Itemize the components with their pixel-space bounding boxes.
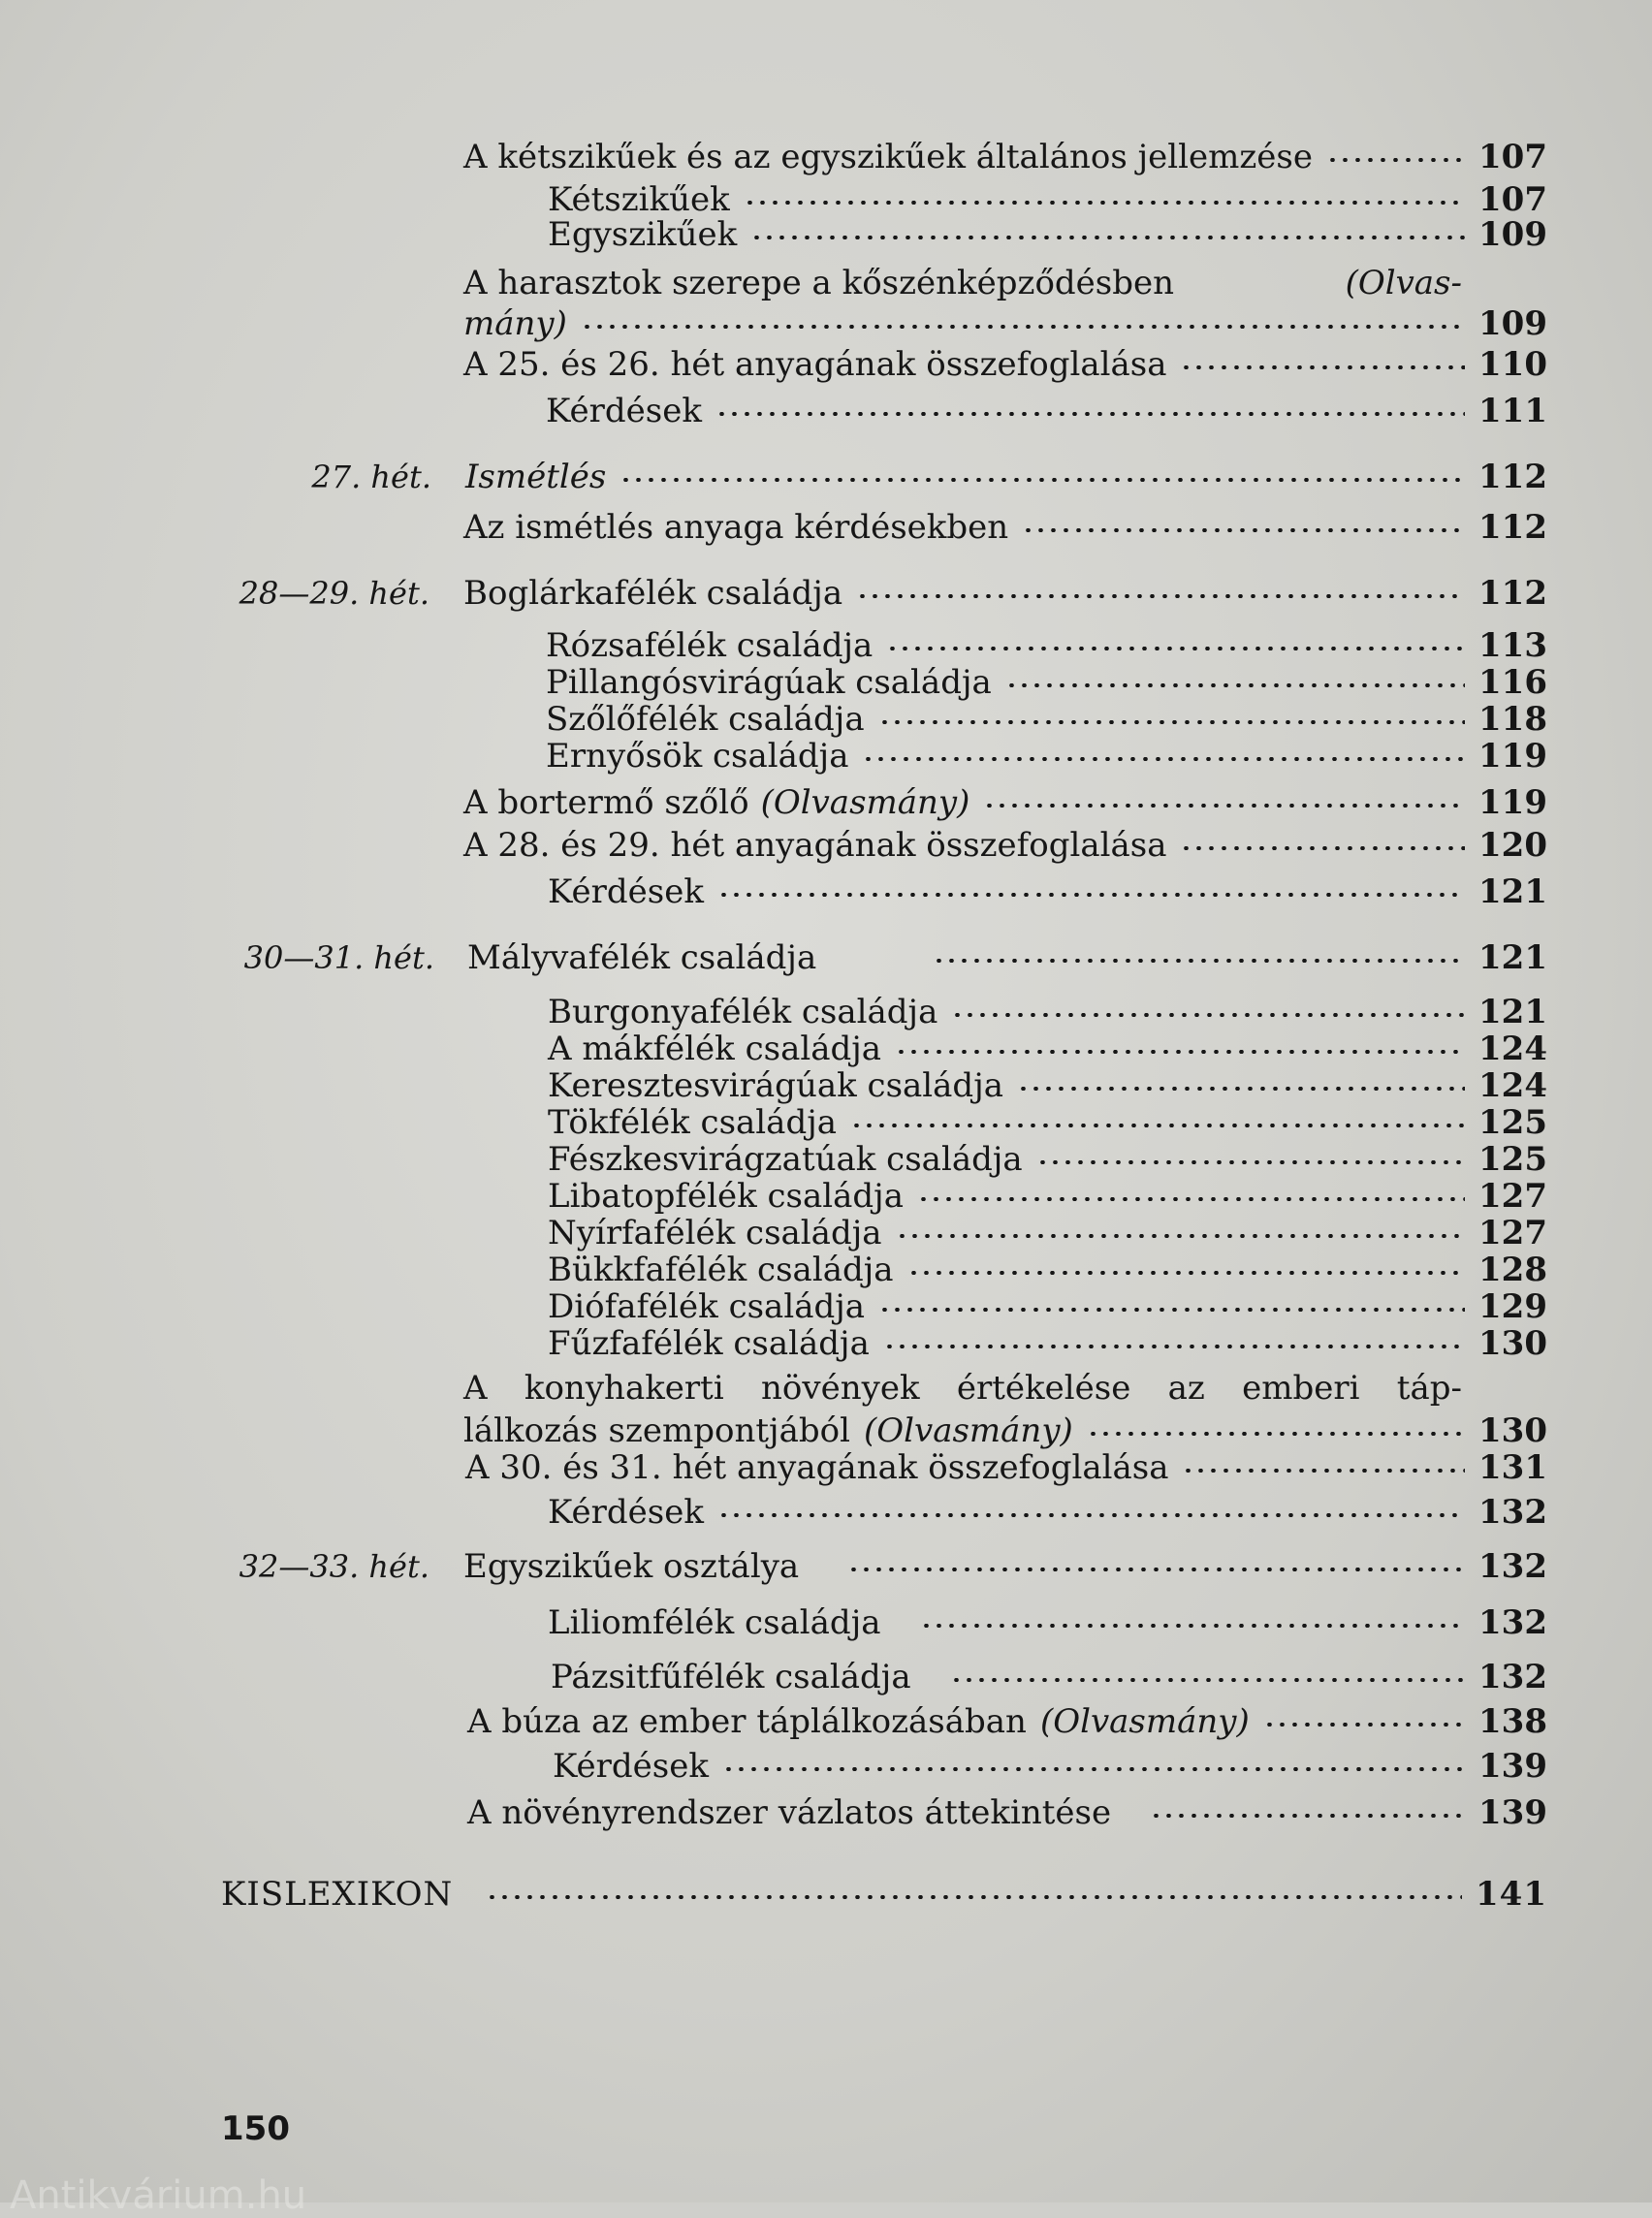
entry-page: 111 [1478,392,1547,430]
entry-title: lálkozás szempontjából [463,1411,850,1450]
toc-entry [0,936,1652,979]
dot-leader [581,325,1465,329]
entry-title: Bükkfafélék családja [548,1251,894,1289]
entry-title: Ismétlés [465,458,607,496]
entry-title: Kérdések [553,1747,709,1786]
dot-leader [886,647,1465,650]
toc-entry [0,1745,1652,1788]
toc-entry [0,506,1652,549]
entry-page: 132 [1478,1603,1547,1642]
dot-leader [895,1050,1465,1054]
entry-title: Burgonyafélék családja [548,993,938,1031]
entry-title: Az ismétlés anyaga kérdésekben [463,508,1009,547]
entry-title: Libatopfélék családja [548,1177,904,1216]
entry-title: Szőlőfélék családja [546,700,865,739]
entry-title: Rózsafélék családja [546,626,874,665]
toc-entry [0,1700,1652,1743]
entry-title: A növényrendszer vázlatos áttekintése [467,1793,1112,1832]
entry-page: 130 [1478,1324,1547,1363]
entry-title: Kétszikűek [548,180,730,219]
entry-title: Egyszikűek [548,215,738,254]
entry-page: 107 [1478,180,1547,219]
toc-entry [0,1656,1652,1698]
dot-leader [1087,1432,1465,1436]
toc-entry [0,1367,1652,1456]
dot-leader [1180,846,1465,850]
entry-title: Mályvafélék családja [467,938,817,977]
dot-leader [983,804,1465,808]
week-label: 30—31. hét. [243,939,434,976]
entry-title: A 25. és 26. hét anyagának összefoglalása [463,345,1167,384]
entry-title: A 30. és 31. hét anyagának összefoglalása [465,1448,1169,1487]
entry-page: 109 [1478,304,1547,343]
entry-page: 132 [1478,1658,1547,1696]
entry-page: 112 [1478,508,1547,547]
entry-title: Nyírfafélék családja [548,1214,882,1252]
entry-title: Ernyősök családja [546,737,849,776]
week-label: 27. hét. [311,459,431,495]
entry-title: Fészkesvirágzatúak családja [548,1140,1023,1179]
reading-label: mány) [463,304,567,343]
entry-page: 128 [1478,1251,1547,1289]
dot-leader [1005,683,1465,687]
entry-page: 119 [1478,737,1547,776]
entry-title: Kérdések [548,1493,704,1532]
entry-title: Boglárkafélék családja [463,574,843,613]
toc-entry [0,781,1652,824]
dot-leader [847,1568,1465,1571]
entry-page: 131 [1478,1448,1547,1487]
dot-leader [750,236,1465,239]
dot-leader [862,757,1465,761]
entry-title: Diófafélék családja [548,1287,866,1326]
entry-title: A búza az ember táplálkozásában [467,1702,1027,1741]
entry-page: 139 [1478,1793,1547,1832]
entry-page: 124 [1478,1030,1547,1068]
entry-page: 132 [1478,1493,1547,1532]
toc-entry [0,1545,1652,1588]
toc-entry [0,136,1652,178]
entry-page: 120 [1478,826,1547,865]
dot-leader [717,1513,1465,1517]
toc-entry [0,262,1652,349]
entry-title: Keresztesvirágúak családja [548,1066,1004,1105]
entry-title: Kérdések [548,872,704,911]
dot-leader [1150,1814,1465,1818]
toc-entry [0,1791,1652,1834]
dot-leader [1017,1087,1465,1091]
toc-entry [0,1322,1652,1365]
dot-leader [1182,1469,1465,1473]
entry-page: 121 [1478,872,1547,911]
reading-label: (Olvasmány) [863,1411,1073,1450]
entry-title: A konyhakerti növények értékelése az emberi táp- [463,1369,1462,1408]
entry-title: Kérdések [546,392,702,430]
entry-page: 118 [1478,700,1547,739]
dot-leader [856,594,1465,598]
dot-leader [907,1271,1465,1275]
toc-entry [0,213,1652,256]
dot-leader [486,1895,1462,1899]
toc-entry [0,824,1652,867]
dot-leader [920,1624,1466,1628]
toc-entry [0,456,1652,498]
week-label: 28—29. hét. [238,575,429,612]
dot-leader [850,1124,1465,1127]
reading-label: (Olvasmány) [760,783,970,822]
entry-page: 125 [1478,1103,1547,1142]
dot-leader [1326,158,1465,162]
dot-leader [744,201,1465,205]
toc-entry [0,572,1652,615]
dot-leader [878,1308,1465,1312]
entry-page: 127 [1478,1214,1547,1252]
toc-entry [0,1491,1652,1534]
entry-page: 138 [1478,1702,1547,1741]
entry-page: 109 [1478,215,1547,254]
entry-page: 129 [1478,1287,1547,1326]
dot-leader [715,412,1465,416]
dot-leader [896,1234,1465,1238]
entry-page: 127 [1478,1177,1547,1216]
entry-title: Fűzfafélék családja [548,1324,870,1363]
toc-entry [0,343,1652,386]
entry-title: Tökfélék családja [548,1103,838,1142]
toc-entry [0,1601,1652,1644]
entry-page: 139 [1478,1747,1547,1786]
dot-leader [951,1013,1465,1017]
entry-title: Pillangósvirágúak családja [546,663,992,702]
toc-entry [0,390,1652,432]
dot-leader [883,1345,1465,1348]
dot-leader [1263,1723,1465,1727]
entry-page: 113 [1478,626,1547,665]
dot-leader [1022,528,1465,532]
entry-page: 116 [1478,663,1547,702]
entry-page: 121 [1478,938,1547,977]
entry-page: 112 [1478,458,1547,496]
dot-leader [917,1197,1465,1201]
entry-title: A 28. és 29. hét anyagának összefoglalása [463,826,1167,865]
dot-leader [722,1767,1465,1771]
dot-leader [950,1678,1465,1682]
entry-page: 130 [1478,1411,1547,1450]
toc-entry [0,735,1652,777]
entry-title: Liliomfélék családja [548,1603,881,1642]
dot-leader [717,893,1465,897]
entry-page: 112 [1478,574,1547,613]
entry-title: A mákfélék családja [548,1030,882,1068]
entry-title: Pázsitfűfélék családja [551,1658,911,1696]
dot-leader [1180,365,1465,369]
entry-page: 132 [1478,1547,1547,1586]
entry-page: 124 [1478,1066,1547,1105]
entry-title: A harasztok szerepe a kőszénképződésben [463,264,1175,302]
entry-page: 121 [1478,993,1547,1031]
entry-page: 141 [1476,1875,1547,1914]
toc-entry [0,871,1652,913]
dot-leader [620,478,1465,482]
entry-title: KISLEXIKON [221,1875,454,1914]
entry-page: 119 [1478,783,1547,822]
entry-title: A kétszikűek és az egyszikűek általános jellemzése [463,138,1313,176]
reading-label: (Olvasmány) [1039,1702,1250,1741]
entry-title: Egyszikűek osztálya [463,1547,800,1586]
dot-leader [878,720,1465,724]
entry-page: 110 [1478,345,1547,384]
dot-leader [933,959,1465,963]
watermark: Antikvárium.hu [10,2173,307,2218]
entry-page: 125 [1478,1140,1547,1179]
entry-title: A bortermő szőlő [463,783,749,822]
week-label: 32—33. hét. [238,1548,429,1585]
entry-page: 107 [1478,138,1547,176]
page-number: 150 [221,2109,290,2148]
dot-leader [1036,1160,1465,1164]
toc-entry [0,1446,1652,1489]
toc-entry [0,1873,1652,1916]
reading-label: (Olvas- [1345,264,1462,302]
